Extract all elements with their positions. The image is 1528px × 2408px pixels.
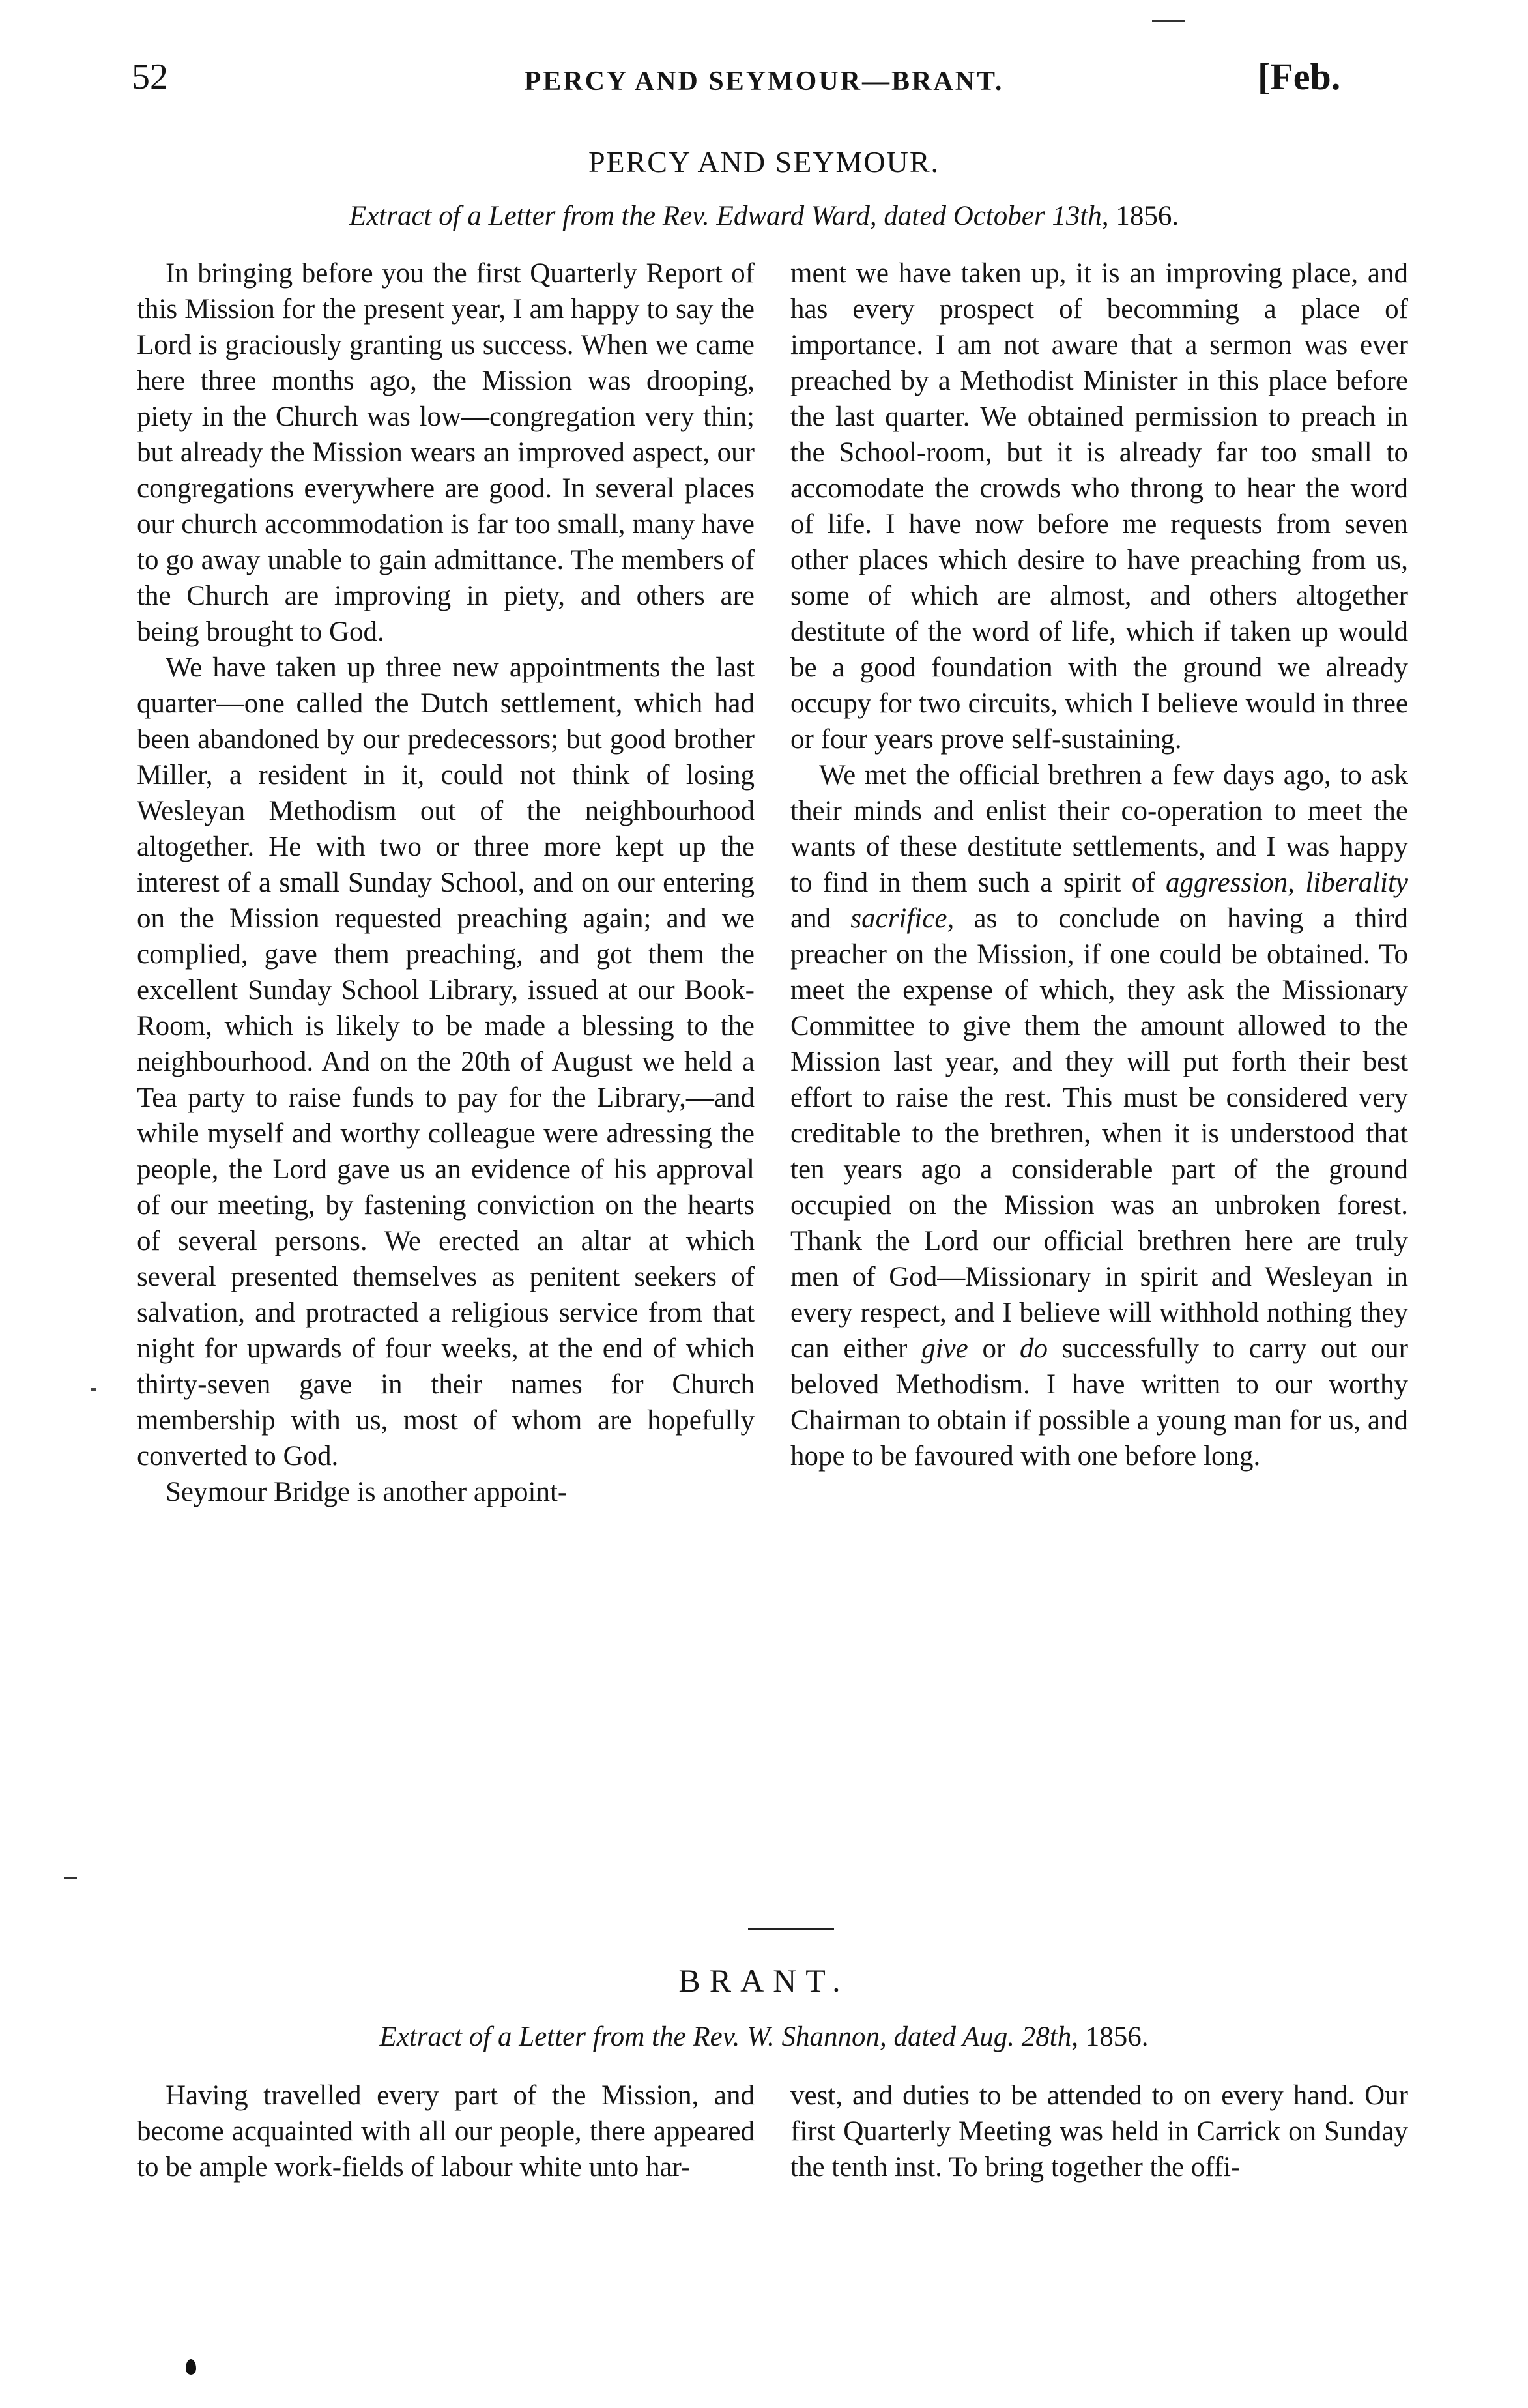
text-run: as to conclude on having a third preacher on the Mission, if one could be obtained. To meet the expense of which, they ask the Missionary Committee to give them the amount allowed to the Mission last year, and they will put forth their best effort to raise the rest. This must be considered very creditable to the brethren, when it is understood that ten years ago a considerable part of the ground occupied on the Mission was an unbroken forest. Thank the Lord our official brethren here are truly men of God—Missionary in spirit and Wesleyan in every respect, and I believe will withhold nothing they can either [790, 903, 1408, 1364]
section-divider [748, 1928, 834, 1930]
percy-paragraph: Seymour Bridge is another appoint- [166, 1477, 568, 1507]
percy-left-column [137, 255, 755, 1510]
brant-paragraph-continued: vest, and duties to be attended to on every hand. Our first Quarterly Meeting was held in Carrick on Sunday the tenth inst. To bring together the offi- [790, 2080, 1408, 2183]
ink-speck [186, 2359, 196, 2375]
percy-paragraph: In bringing before you the first Quarterly Report of this Mission for the present year, I am happy to say the Lord is graciously granting us success. When we came here three months ago, the Mission was drooping, piety in the Church was low—congregation very thin; but already the Mission wears an improved aspect, our congregations everywhere are good. In several places our church accommodation is far too small, many have to go away unable to gain admittance. The members of the Church are improving in piety, and others are being brought to God. [137, 258, 755, 647]
emphasis-sacrifice: sacrifice, [850, 903, 955, 934]
emphasis-aggression: aggression, [1166, 867, 1295, 898]
page-number: 52 [132, 57, 168, 97]
text-run: We met the official brethren a few days ago, to ask their minds and enlist their co-operation to meet the wants of these destitute settlements, and I was happy to find in them such a spirit of [790, 760, 1408, 898]
emphasis-liberality: liberality [1305, 867, 1408, 898]
brant-extract-day: 28th [1021, 2022, 1072, 2052]
text-run: or [968, 1333, 1020, 1364]
percy-paragraph: We have taken up three new appointments the last quarter—one called the Dutch settlement, which had been abandoned by our predecessors; but good brother Miller, a resident in it, could not think of losing Wesleyan Methodism out of the neighbourhood altogether. He with two or three more kept up the interest of a small Sunday School, and on our entering on the Mission requested preaching again; and we complied, gave them preaching, and got them the excellent Sunday School Library, issued at our Book-Room, which is likely to be made a blessing to the neighbourhood. And on the 20th of August we held a Tea party to raise funds to pay for the Library,—and while myself and worthy colleague were adressing the people, the Lord gave us an evidence of his approval of our meeting, by fastening conviction on the hearts of several persons. We erected an altar at which several presented themselves as penitent seekers of salvation, and protracted a religious service from that night for upwards of four weeks, at the end of which thirty-seven gave in their names for Church membership with us, most of whom are hopefully converted to God. [137, 652, 755, 1472]
percy-paragraph-continued: ment we have taken up, it is an improving place, and has every prospect of becomming a place of importance. I am not aware that a sermon was ever preached by a Methodist Minister in this place before the last quarter. We obtained permission to preach in the School-room, but it is already far too small to accomodate the crowds who throng to hear the word of life. I have now before me requests from seven other places which desire to have preaching from us, some of which are almost, and others altogether destitute of the word of life, which if taken up would be a good foundation with the ground we already occupy for two circuits, which I believe would in three or four years prove self-sustaining. [790, 258, 1408, 755]
running-title: PERCY AND SEYMOUR—BRANT. [524, 66, 1004, 96]
percy-paragraph [790, 757, 1408, 1474]
margin-mark [91, 1388, 96, 1391]
brant-right-column [790, 2078, 1408, 2185]
percy-extract-year: , 1856. [1101, 201, 1179, 231]
month-marker: [Feb. [1258, 55, 1341, 98]
emphasis-do: do [1020, 1333, 1048, 1364]
percy-extract-prefix: Extract of a Letter from the Rev. Edward Ward, dated October [349, 201, 1052, 231]
percy-extract-day: 13th [1052, 201, 1102, 231]
percy-section-title: PERCY AND SEYMOUR. [588, 145, 940, 179]
text-run: and [790, 903, 851, 934]
percy-extract-heading [0, 199, 1528, 233]
brant-extract-year: , 1856. [1071, 2022, 1149, 2052]
text-run: successfully to carry out our beloved Methodism. I have written to our worthy Chairman to obtain if possible a young man for us, and hope to be favoured with one before long. [790, 1333, 1408, 1472]
emphasis-give: give [921, 1333, 968, 1364]
margin-mark [64, 1877, 77, 1879]
brant-extract-name: W. Shannon [747, 2022, 880, 2052]
brant-extract-heading [0, 2020, 1528, 2054]
brant-paragraph: Having travelled every part of the Mission, and become acquainted with all our people, there appeared to be ample work-fields of labour white unto har- [137, 2080, 755, 2183]
top-margin-mark [1152, 20, 1185, 22]
brant-extract-prefix: Extract of a Letter from the Rev. [379, 2022, 747, 2052]
brant-extract-mid: , dated Aug. [880, 2022, 1022, 2052]
brant-section-title: BRANT. [678, 1962, 850, 1999]
percy-right-column [790, 255, 1408, 1474]
brant-left-column [137, 2078, 755, 2185]
